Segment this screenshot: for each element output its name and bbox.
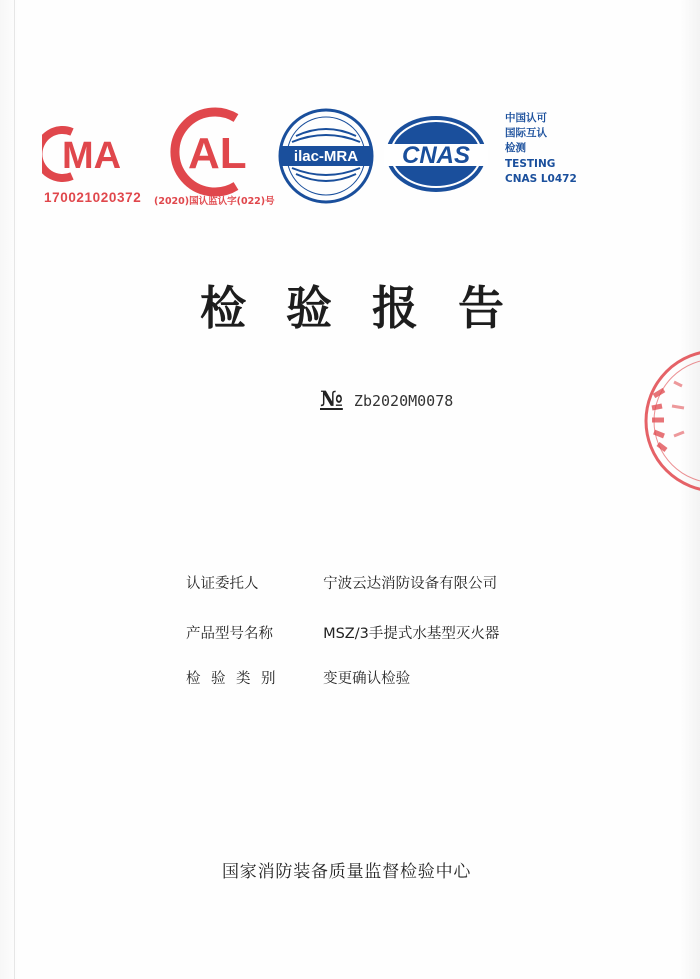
cnas-logo-text: CNAS <box>401 142 471 169</box>
field-value-inspection-type: 变更确认检验 <box>323 671 411 687</box>
scan-fold-line <box>14 0 15 979</box>
cnas-caption-line: CNAS L0472 <box>505 172 577 185</box>
field-row-client <box>186 572 497 593</box>
cma-logo <box>42 126 148 182</box>
issuing-organization: 国家消防装备质量监督检验中心 <box>222 862 472 882</box>
cnas-caption-line: 中国认可 <box>505 112 547 124</box>
field-label-inspection-type: 检验类别 <box>186 671 286 687</box>
cnas-caption-line: 国际互认 <box>505 127 547 140</box>
field-value-product: MSZ/3手提式水基型灭火器 <box>323 626 500 642</box>
cma-certificate-reference: (2020)国认监认字(022)号 <box>154 196 275 207</box>
cnas-caption-line: 检测 <box>505 142 526 155</box>
report-number <box>320 386 453 411</box>
cnas-caption-line: TESTING <box>505 157 556 170</box>
ilac-mra-logo <box>276 106 376 206</box>
cma-certificate-number: 170021020372 <box>44 190 142 205</box>
field-label-product: 产品型号名称 <box>186 626 273 642</box>
ilac-logo-text: ilac-MRA <box>293 148 359 165</box>
field-row-inspection-type <box>186 667 410 688</box>
number-sign: № <box>320 386 343 411</box>
report-number-value: Zb2020M0078 <box>353 392 454 410</box>
cnas-logo <box>382 112 490 196</box>
cnas-caption <box>505 111 595 187</box>
report-title: 检验报告 <box>200 281 544 335</box>
field-value-client: 宁波云达消防设备有限公司 <box>323 576 498 592</box>
field-row-product <box>186 622 499 643</box>
field-label-client: 认证委托人 <box>186 576 259 592</box>
cma-logo-text: MA <box>62 135 122 177</box>
official-seal-stamp <box>634 346 700 496</box>
cal-logo-text: AL <box>188 129 247 178</box>
cal-logo <box>164 104 264 200</box>
